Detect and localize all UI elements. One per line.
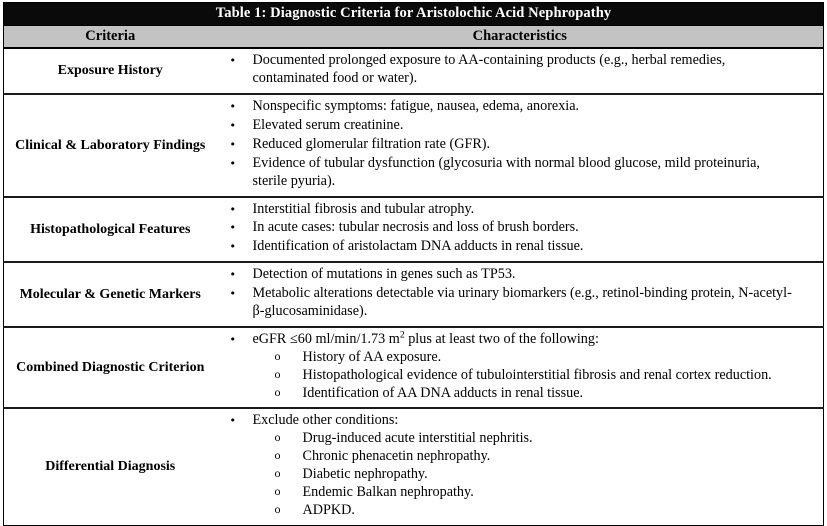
list-item-text: In acute cases: tubular necrosis and loss of brush borders. — [252, 219, 579, 236]
sub-list-item-text: Identification of AA DNA adducts in renal tissue. — [302, 384, 584, 401]
characteristics-cell — [217, 408, 824, 525]
table-header-row — [4, 25, 824, 48]
bullet-circle-icon: o — [274, 484, 281, 499]
bullet-list — [217, 201, 816, 257]
characteristics-cell — [217, 48, 824, 94]
list-item-text: Interstitial fibrosis and tubular atrophy. — [252, 200, 475, 217]
criteria-label: Clinical & Laboratory Findings — [15, 137, 206, 153]
list-item — [217, 331, 816, 403]
sub-list-item — [253, 349, 798, 367]
bullet-dot-icon: • — [229, 287, 236, 301]
bullet-circle-icon: o — [274, 348, 281, 363]
list-item-text: Documented prolonged exposure to AA-containing products (e.g., herbal remedies, contaminated food or water). — [252, 52, 726, 87]
criteria-label: Combined Diagnostic Criterion — [16, 359, 205, 375]
sub-bullet-list — [253, 349, 798, 403]
bullet-list — [217, 98, 816, 190]
list-item — [217, 52, 816, 88]
list-item-text: Reduced glomerular filtration rate (GFR). — [252, 135, 491, 152]
sub-list-item — [253, 448, 798, 466]
column-header-criteria: Criteria — [4, 25, 217, 48]
list-item — [217, 136, 816, 154]
sub-list-item — [253, 367, 798, 385]
criteria-cell — [4, 197, 217, 263]
sub-list-item-text: ADPKD. — [302, 501, 355, 518]
sub-list-item-text: Histopathological evidence of tubulointerstitial fibrosis and renal cortex reduction. — [302, 366, 772, 383]
bullet-dot-icon: • — [229, 54, 236, 68]
bullet-circle-icon: o — [274, 501, 281, 516]
bullet-dot-icon: • — [229, 268, 236, 282]
list-item — [217, 98, 816, 116]
list-item — [217, 117, 816, 135]
bullet-dot-icon: • — [229, 137, 236, 151]
list-item-text: Elevated serum creatinine. — [252, 117, 404, 134]
table-body — [4, 48, 824, 525]
bullet-dot-icon: • — [229, 332, 236, 346]
sub-list-item — [253, 502, 798, 520]
table-title-row — [4, 3, 824, 26]
table-row — [4, 327, 824, 409]
sub-list-item-text: Chronic phenacetin nephropathy. — [302, 448, 491, 465]
characteristics-cell — [217, 197, 824, 263]
list-item-text: Evidence of tubular dysfunction (glycosuria with normal blood glucose, mild proteinuria, sterile pyuria). — [252, 154, 760, 189]
list-item — [217, 219, 816, 237]
characteristics-cell — [217, 94, 824, 196]
table-title: Table 1: Diagnostic Criteria for Aristolochic Acid Nephropathy — [4, 3, 824, 26]
list-item-text: Identification of aristolactam DNA adducts in renal tissue. — [252, 238, 584, 255]
sub-list-item-text: Diabetic nephropathy. — [302, 466, 428, 483]
bullet-list — [217, 266, 816, 321]
bullet-circle-icon: o — [274, 430, 281, 445]
sub-list-item — [253, 484, 798, 502]
diagnostic-criteria-table — [3, 2, 824, 526]
list-item — [217, 266, 816, 284]
column-header-characteristics: Characteristics — [217, 25, 824, 48]
list-item-text: Exclude other conditions: — [252, 412, 399, 429]
criteria-label: Differential Diagnosis — [45, 459, 176, 475]
bullet-dot-icon: • — [229, 221, 236, 235]
sub-list-item-text: Endemic Balkan nephropathy. — [302, 484, 474, 501]
table-row — [4, 94, 824, 196]
sub-list-item-text: Drug-induced acute interstitial nephritis. — [302, 430, 533, 447]
bullet-list — [217, 331, 816, 403]
bullet-circle-icon: o — [274, 366, 281, 381]
criteria-cell — [4, 327, 217, 409]
sub-list-item — [253, 466, 798, 484]
bullet-circle-icon: o — [274, 384, 281, 399]
bullet-dot-icon: • — [229, 119, 236, 133]
list-item — [217, 238, 816, 256]
bullet-circle-icon: o — [274, 448, 281, 463]
sub-list-item — [253, 430, 798, 448]
list-item-text: eGFR ≤60 ml/min/1.73 $m^2$ plus at least two of the following: — [252, 329, 599, 347]
sub-list-item — [253, 385, 798, 403]
list-item — [217, 285, 816, 321]
bullet-list — [217, 52, 816, 88]
characteristics-cell — [217, 327, 824, 409]
criteria-label: Histopathological Features — [30, 221, 191, 237]
list-item — [217, 412, 816, 519]
list-item — [217, 201, 816, 219]
bullet-list — [217, 412, 816, 519]
list-item-text: Detection of mutations in genes such as TP53. — [252, 266, 516, 283]
criteria-cell — [4, 94, 217, 196]
criteria-cell — [4, 408, 217, 525]
list-item — [217, 155, 816, 191]
bullet-dot-icon: • — [229, 240, 236, 254]
bullet-dot-icon: • — [229, 414, 236, 428]
criteria-cell — [4, 48, 217, 94]
table-row — [4, 197, 824, 263]
table-row — [4, 48, 824, 94]
list-item-text: Metabolic alterations detectable via urinary biomarkers (e.g., retinol-binding protein, N-acetyl-β-glucosaminidase). — [252, 285, 792, 320]
criteria-label: Molecular & Genetic Markers — [19, 286, 201, 302]
bullet-dot-icon: • — [229, 100, 236, 114]
criteria-cell — [4, 262, 217, 327]
table-row — [4, 408, 824, 525]
sub-bullet-list — [253, 430, 798, 519]
bullet-dot-icon: • — [229, 202, 236, 216]
table-row — [4, 262, 824, 327]
characteristics-cell — [217, 262, 824, 327]
bullet-circle-icon: o — [274, 466, 281, 481]
sub-list-item-text: History of AA exposure. — [302, 348, 442, 365]
bullet-dot-icon: • — [229, 156, 236, 170]
criteria-label: Exposure History — [57, 63, 163, 79]
list-item-text: Nonspecific symptoms: fatigue, nausea, edema, anorexia. — [252, 98, 580, 115]
